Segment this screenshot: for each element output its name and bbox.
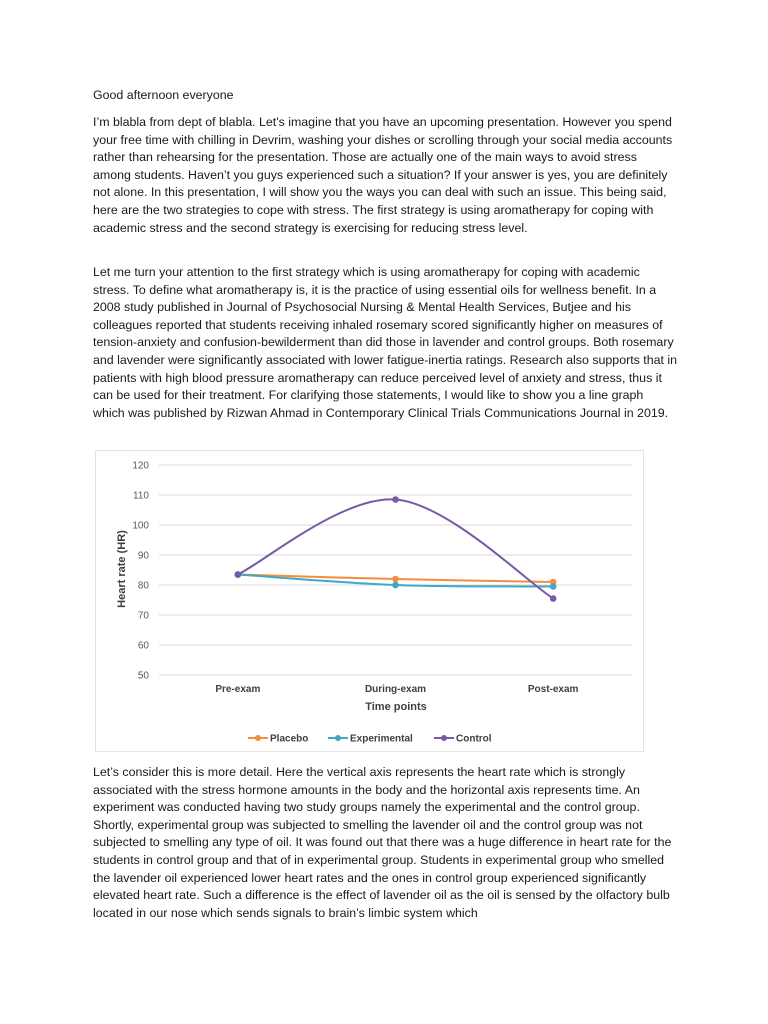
greeting-text: Good afternoon everyone	[93, 88, 234, 102]
chart-canvas	[96, 451, 645, 753]
x-tick-label: Pre-exam	[215, 684, 261, 695]
legend-item-placebo	[248, 734, 308, 745]
data-point-experimental	[392, 582, 399, 589]
detail-paragraph-text: Let’s consider this is more detail. Here the vertical axis represents the heart rate which is strongly associated with the stress hormone amounts in the body and the horizontal axis represents time. An experiment was conducted having two study groups namely the experimental and the control group. Shortly, experimental group was subjected to smelling the lavender oil and the control group was not subjected to smelling any type of oil. It was found out that there was a huge difference in heart rate for the students in control group and that of in experimental group. Students in experimental group who smelled the lavender oil experienced lower heart rates and the ones in control group experienced significantly elevated heart rate. Such a difference is the effect of lavender oil as the oil is sensed by the olfactory bulb located in our nose which sends signals to brain’s limbic system which	[93, 765, 672, 920]
heart-rate-chart	[95, 450, 644, 752]
data-point-placebo	[392, 576, 399, 583]
x-axis-title: Time points	[365, 701, 427, 713]
legend-label: Placebo	[270, 733, 309, 745]
data-point-experimental	[550, 583, 557, 590]
y-tick-label: 100	[132, 520, 149, 532]
y-tick-label: 70	[137, 610, 149, 622]
detail-paragraph	[93, 764, 678, 922]
legend-label: Control	[456, 733, 492, 745]
aromatherapy-paragraph	[93, 264, 678, 422]
legend-swatch-marker	[335, 735, 341, 741]
legend-swatch-marker	[441, 735, 447, 741]
legend-label: Experimental	[350, 733, 413, 745]
x-tick-label: Post-exam	[527, 684, 579, 695]
series-lines	[235, 496, 557, 602]
intro-paragraph	[93, 114, 678, 237]
greeting-line	[93, 87, 678, 105]
y-tick-label: 110	[133, 490, 149, 502]
y-tick-label: 90	[137, 550, 149, 562]
x-tick-labels	[215, 684, 578, 695]
y-tick-label: 60	[137, 640, 149, 652]
data-point-control	[235, 571, 242, 578]
x-tick-label: During-exam	[364, 684, 427, 695]
legend-item-control	[434, 734, 492, 745]
chart-legend	[248, 734, 492, 745]
intro-paragraph-text: I’m blabla from dept of blabla. Let's imagine that you have an upcoming presentation. However you spend your free time with chilling in Devrim, washing your dishes or scrolling through your social media accounts rather than rehearsing for the presentation. Those are actually one of the main ways to avoid stress among students. Haven’t you guys experienced such a situation? If your answer is yes, you are definitely not alone. In this presentation, I will show you the ways you can deal with such an issue. This being said, here are the two strategies to cope with stress. The first strategy is using aromatherapy for coping with academic stress and the second strategy is exercising for reducing stress level.	[93, 115, 673, 235]
y-tick-label: 120	[132, 460, 149, 472]
aromatherapy-paragraph-text: Let me turn your attention to the first strategy which is using aromatherapy for coping with academic stress. To define what aromatherapy is, it is the practice of using essential oils for wellness benefit. In a 2008 study published in Journal of Psychosocial Nursing & Mental Health Services, Butjee and his colleagues reported that students receiving inhaled rosemary scored significantly higher on measures of tension-anxiety and confusion-bewilderment than did those in lavender and control groups. Both rosemary and lavender were significantly associated with lower fatigue-inertia ratings. Research also supports that in patients with high blood pressure aromatherapy can reduce perceived level of anxiety and stress, thus it can be used for their treatment. For clarifying those statements, I would like to show you a line graph which was published by Rizwan Ahmad in Contemporary Clinical Trials Communications Journal in 2019.	[93, 265, 678, 420]
y-tick-labels	[132, 461, 149, 682]
y-tick-label: 50	[137, 670, 149, 682]
data-point-control	[392, 496, 399, 503]
legend-item-experimental	[328, 734, 413, 745]
y-axis-title: Heart rate (HR)	[116, 530, 128, 608]
data-point-control	[550, 595, 557, 602]
legend-swatch-marker	[255, 735, 261, 741]
y-tick-label: 80	[137, 580, 149, 592]
